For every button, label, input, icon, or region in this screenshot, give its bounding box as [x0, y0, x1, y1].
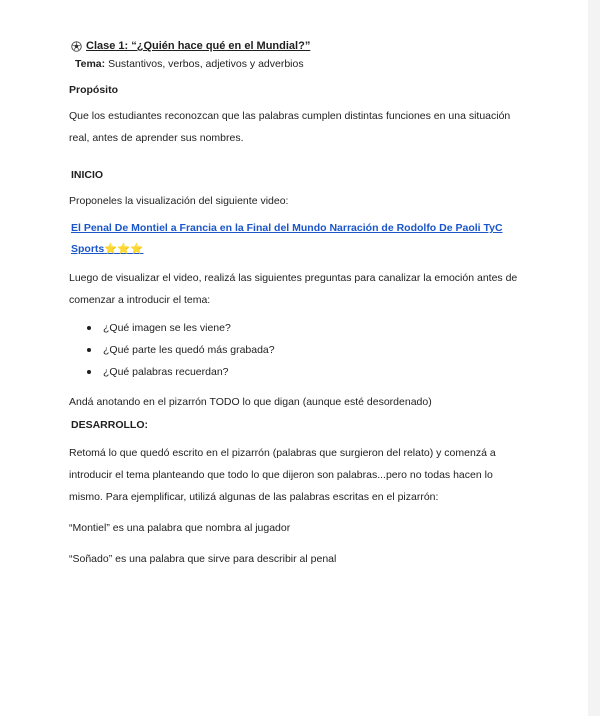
- luego-line-1: Luego de visualizar el video, realizá las siguientes preguntas para canalizar la emoción antes de: [69, 272, 518, 284]
- video-link-line-1[interactable]: El Penal De Montiel a Francia en la Final del Mundo Narración de Rodolfo De Paoli TyC: [71, 222, 503, 234]
- example-montiel: “Montiel” es una palabra que nombra al jugador: [69, 522, 291, 534]
- lesson-title-text: Clase 1: “¿Quién hace qué en el Mundial?”: [86, 40, 311, 52]
- desarrollo-line-2: introducir el tema planteando que todo lo que dijeron son palabras...pero no todas hacen lo: [69, 469, 493, 481]
- video-link-line-2[interactable]: [71, 239, 539, 260]
- proposito-line-1: Que los estudiantes reconozcan que las palabras cumplen distintas funciones en una situación: [69, 110, 511, 122]
- inicio-paragraph: Proponeles la visualización del siguiente video:: [69, 195, 289, 207]
- example-sonado: “Soñado” es una palabra que sirve para describir al penal: [69, 553, 337, 565]
- video-link-line-2-text[interactable]: Sports: [71, 243, 105, 255]
- luego-line-2: comenzar a introducir el tema:: [69, 294, 211, 306]
- star-icons: ⭐⭐⭐: [104, 243, 144, 255]
- tema-line: [75, 58, 539, 70]
- list-item: ¿Qué imagen se les viene?: [69, 317, 539, 339]
- luego-paragraph: [69, 267, 539, 311]
- document-content: [69, 40, 539, 570]
- page-margin-strip: [588, 0, 600, 716]
- desarrollo-heading: DESARROLLO:: [71, 419, 148, 431]
- proposito-heading: Propósito: [69, 84, 118, 96]
- desarrollo-line-3: mismo. Para ejemplificar, utilizá algunas de las palabras escritas en el pizarrón:: [69, 491, 439, 503]
- anda-paragraph: Andá anotando en el pizarrón TODO lo que digan (aunque esté desordenado): [69, 396, 432, 408]
- lesson-title: [71, 40, 539, 52]
- desarrollo-line-1: Retomá lo que quedó escrito en el pizarrón (palabras que surgieron del relato) y comenzá a: [69, 447, 496, 459]
- inicio-heading: INICIO: [71, 169, 104, 181]
- proposito-paragraph: [69, 105, 539, 149]
- soccer-ball-icon: [71, 41, 82, 52]
- tema-label: Tema:: [75, 58, 106, 70]
- tema-text: Sustantivos, verbos, adjetivos y adverbios: [105, 58, 304, 70]
- list-item: ¿Qué parte les quedó más grabada?: [69, 339, 539, 361]
- desarrollo-paragraph: [69, 442, 539, 508]
- proposito-line-2: real, antes de aprender sus nombres.: [69, 132, 244, 144]
- question-list: [69, 317, 539, 383]
- video-link[interactable]: [71, 218, 539, 260]
- list-item: ¿Qué palabras recuerdan?: [69, 361, 539, 383]
